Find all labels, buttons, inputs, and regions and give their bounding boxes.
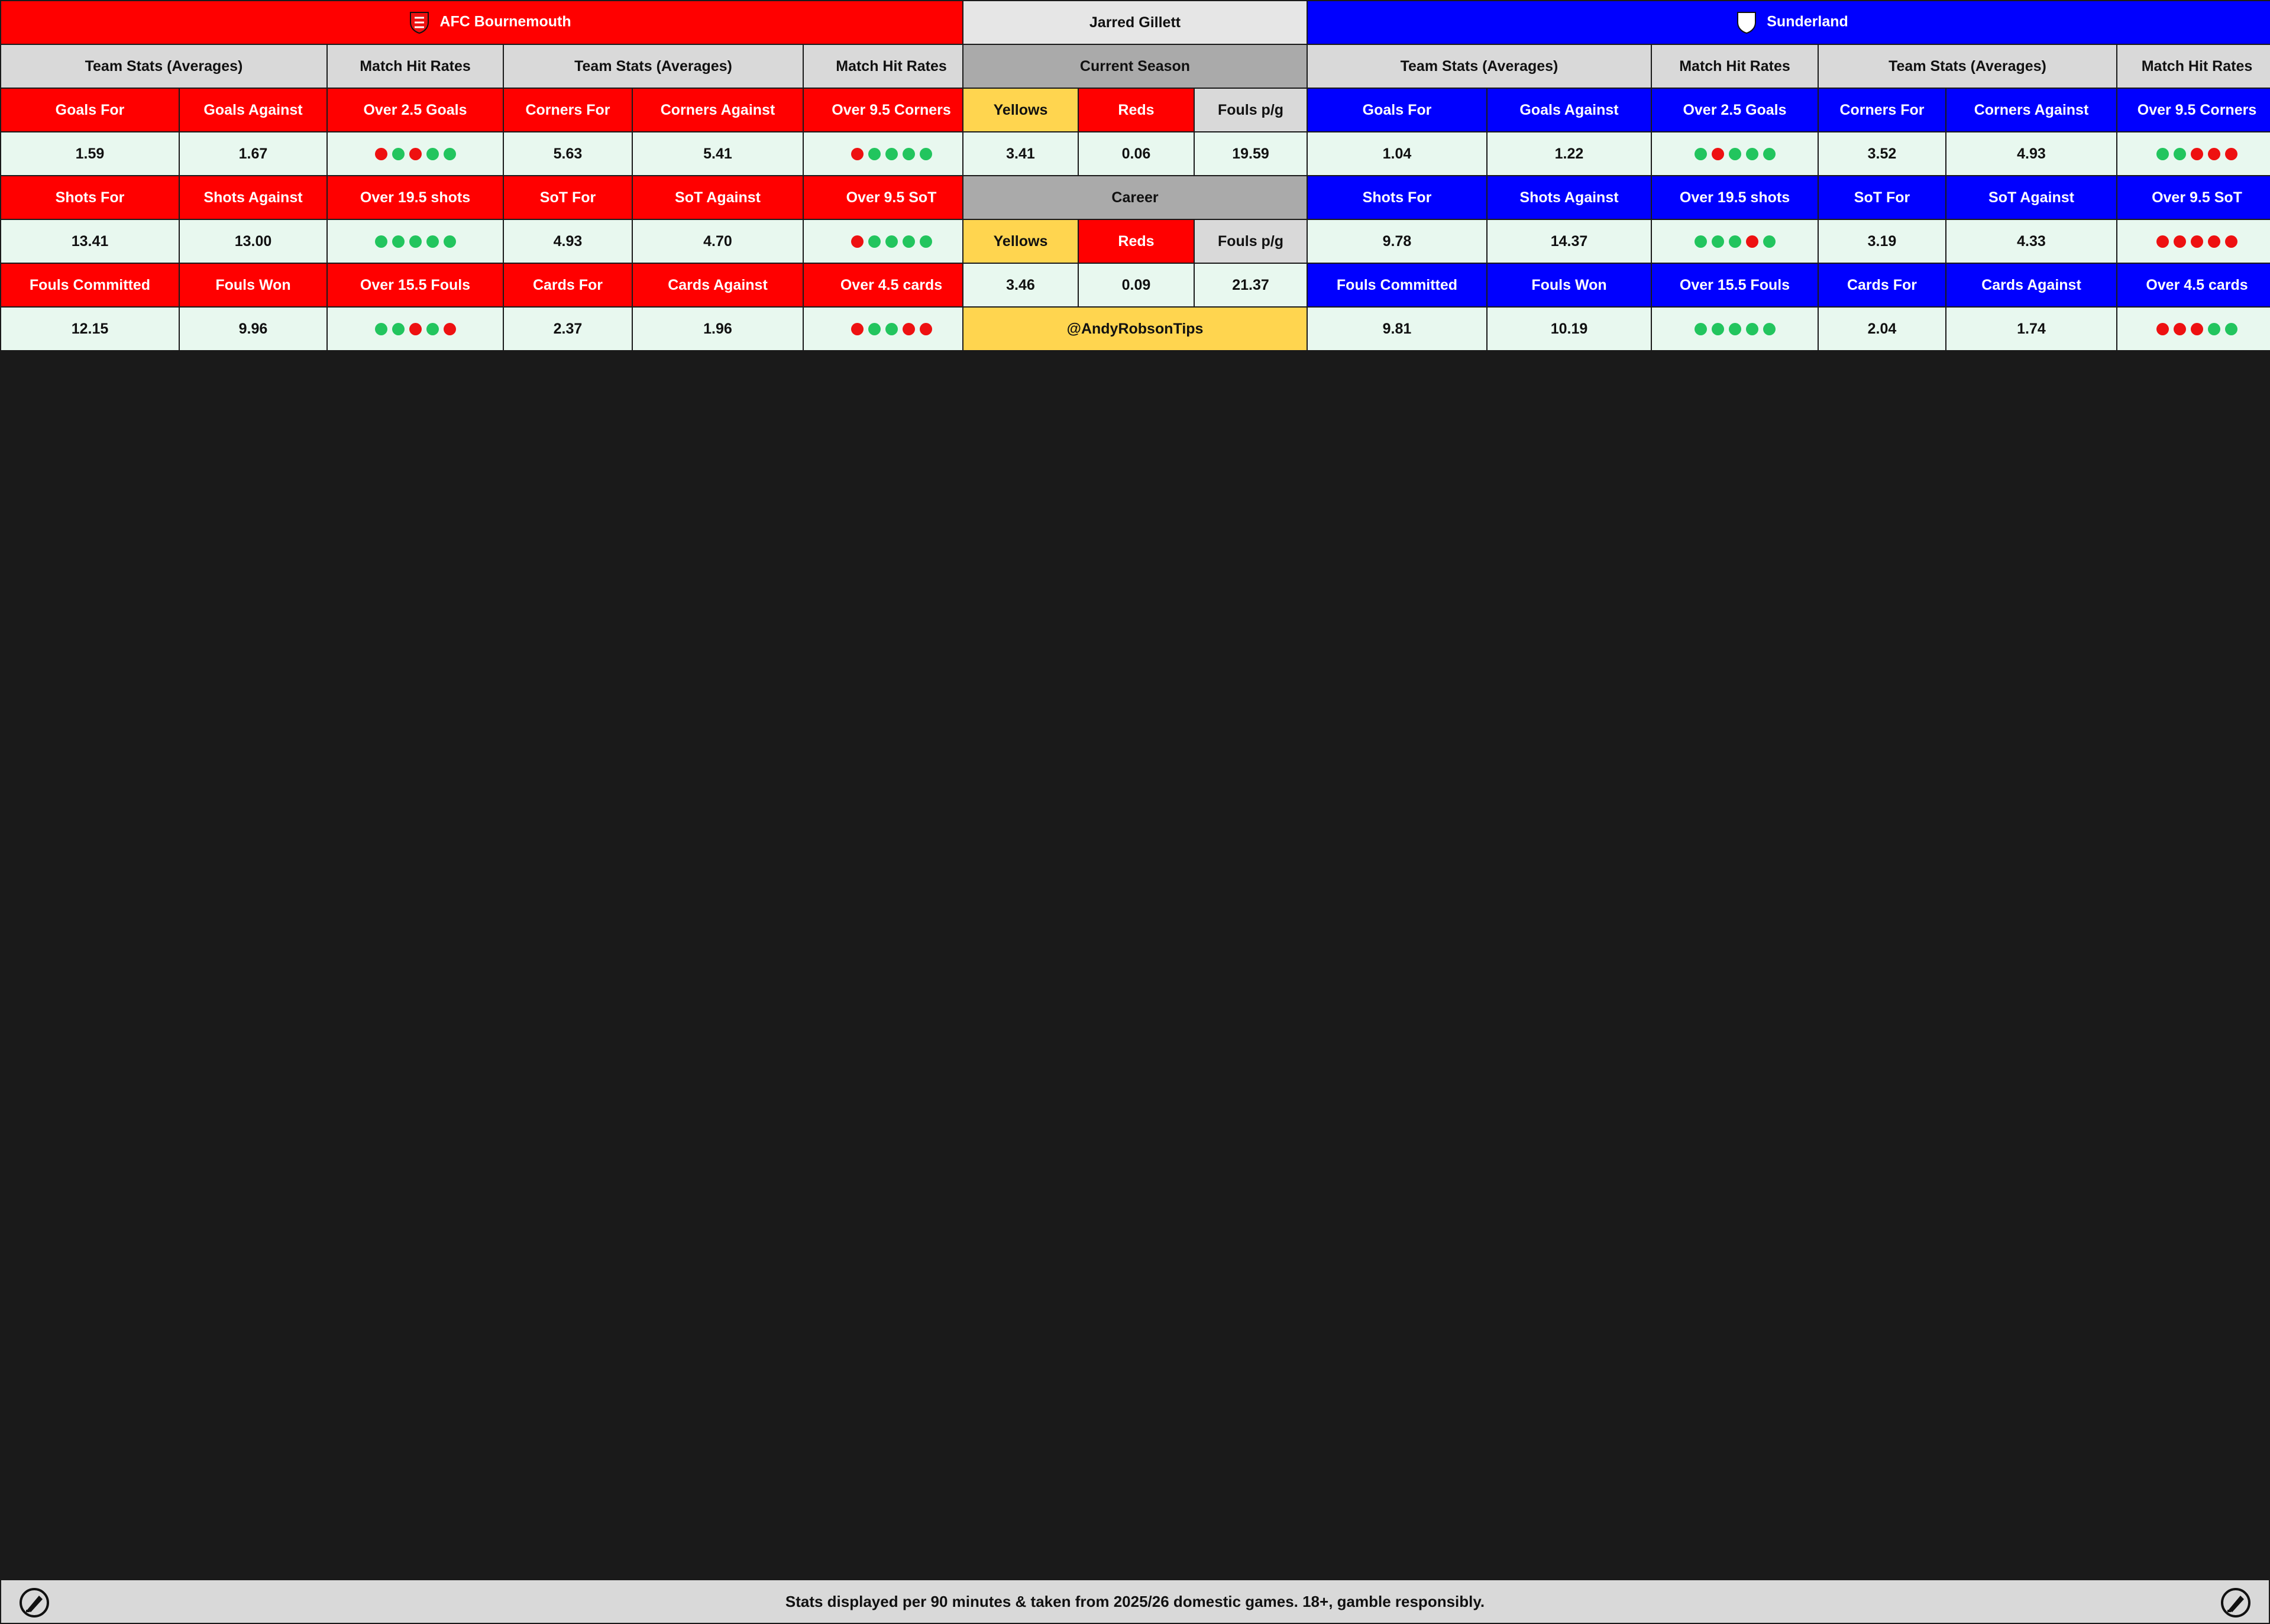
- stat-label: Cards Against: [632, 263, 803, 307]
- hit-rate-dots: [373, 145, 458, 162]
- stat-label: Over 15.5 Fouls: [1651, 263, 1818, 307]
- hit-rate-dots: [2154, 233, 2240, 250]
- hit-dot-green: [444, 235, 456, 248]
- hit-dot-green: [1729, 235, 1741, 248]
- hit-dot-red: [2208, 235, 2220, 248]
- hit-dot-green: [885, 148, 898, 160]
- stat-label: SoT For: [1818, 176, 1946, 219]
- stat-label: Cards Against: [1946, 263, 2117, 307]
- stat-label: Over 9.5 Corners: [803, 88, 979, 132]
- yellows-label: Yellows: [963, 219, 1078, 263]
- fouls-per-game-label: Fouls p/g: [1194, 88, 1307, 132]
- home-crest-icon: [409, 11, 430, 34]
- hit-dot-green: [2174, 148, 2186, 160]
- hit-dot-green: [1695, 323, 1707, 335]
- stat-label: Cards For: [503, 263, 632, 307]
- hit-dot-red: [2174, 323, 2186, 335]
- season-yellows: 3.41: [963, 132, 1078, 176]
- match-hit-rates-header: Match Hit Rates: [327, 44, 503, 88]
- match-hit-rate: [1651, 219, 1818, 263]
- match-hit-rate: [803, 219, 979, 263]
- reds-label: Reds: [1078, 88, 1194, 132]
- stats-block: [0, 0, 980, 351]
- team-stats-header: Team Stats (Averages): [1, 44, 327, 88]
- stat-value: 1.04: [1307, 132, 1487, 176]
- hit-dot-green: [868, 235, 881, 248]
- stat-label: Corners Against: [1946, 88, 2117, 132]
- hit-dot-red: [2225, 148, 2237, 160]
- hit-dot-green: [392, 148, 405, 160]
- hit-dot-green: [2225, 323, 2237, 335]
- hit-dot-red: [851, 148, 864, 160]
- stat-label: Fouls Won: [179, 263, 327, 307]
- hit-dot-green: [1746, 148, 1758, 160]
- pen-logo-icon: [2220, 1587, 2251, 1618]
- hit-dot-green: [392, 323, 405, 335]
- hit-dot-green: [920, 235, 932, 248]
- hit-dot-green: [868, 148, 881, 160]
- stat-value: 10.19: [1487, 307, 1651, 351]
- hit-dot-red: [375, 148, 387, 160]
- hit-dot-red: [2156, 235, 2169, 248]
- career-yellows: 3.46: [963, 263, 1078, 307]
- fouls-per-game-label: Fouls p/g: [1194, 219, 1307, 263]
- hit-dot-green: [375, 235, 387, 248]
- match-hit-rate: [803, 132, 979, 176]
- hit-rate-dots: [849, 233, 934, 250]
- hit-dot-green: [1729, 323, 1741, 335]
- stat-label: Shots For: [1, 176, 179, 219]
- match-hit-rate: [2117, 219, 2270, 263]
- reds-label: Reds: [1078, 219, 1194, 263]
- stats-block: [1307, 0, 2270, 351]
- stat-label: Fouls Committed: [1, 263, 179, 307]
- hit-dot-red: [920, 323, 932, 335]
- stat-label: Corners For: [503, 88, 632, 132]
- hit-dot-green: [426, 148, 439, 160]
- stat-label: Corners For: [1818, 88, 1946, 132]
- footer: [0, 1579, 2270, 1624]
- hit-rate-dots: [849, 145, 934, 162]
- hit-dot-green: [885, 323, 898, 335]
- stat-value: 3.52: [1818, 132, 1946, 176]
- stat-label: Over 9.5 SoT: [803, 176, 979, 219]
- match-hit-rate: [1651, 132, 1818, 176]
- stat-label: Over 9.5 Corners: [2117, 88, 2270, 132]
- stat-label: Over 19.5 shots: [1651, 176, 1818, 219]
- hit-rate-dots: [1692, 145, 1778, 162]
- match-hit-rate: [327, 307, 503, 351]
- away-team-name: [1307, 1, 2270, 44]
- hit-dot-red: [444, 323, 456, 335]
- hit-dot-red: [1712, 148, 1724, 160]
- home-team-label: AFC Bournemouth: [439, 13, 571, 30]
- stat-value: 4.33: [1946, 219, 2117, 263]
- stat-label: Over 4.5 cards: [803, 263, 979, 307]
- hit-dot-red: [2191, 148, 2203, 160]
- hit-dot-green: [2208, 323, 2220, 335]
- team-stats-header: Team Stats (Averages): [1818, 44, 2117, 88]
- season-fouls: 19.59: [1194, 132, 1307, 176]
- stat-label: Fouls Won: [1487, 263, 1651, 307]
- stat-value: 1.96: [632, 307, 803, 351]
- team-stats-header: Team Stats (Averages): [503, 44, 803, 88]
- stat-label: SoT Against: [1946, 176, 2117, 219]
- hit-dot-green: [409, 235, 422, 248]
- hit-dot-green: [444, 148, 456, 160]
- career-header: Career: [963, 176, 1307, 219]
- hit-dot-green: [1763, 235, 1776, 248]
- hit-dot-green: [426, 235, 439, 248]
- stat-value: 5.63: [503, 132, 632, 176]
- stat-label: Shots For: [1307, 176, 1487, 219]
- referee-name: Jarred Gillett: [963, 1, 1307, 44]
- match-hit-rates-header: Match Hit Rates: [803, 44, 979, 88]
- hit-dot-green: [426, 323, 439, 335]
- hit-dot-green: [903, 235, 915, 248]
- stat-label: Over 2.5 Goals: [1651, 88, 1818, 132]
- stat-value: 13.00: [179, 219, 327, 263]
- stat-label: Over 9.5 SoT: [2117, 176, 2270, 219]
- hit-dot-red: [2191, 323, 2203, 335]
- stats-block: [962, 0, 1308, 351]
- stat-value: 12.15: [1, 307, 179, 351]
- hit-dot-red: [2225, 235, 2237, 248]
- hit-dot-green: [1763, 148, 1776, 160]
- stat-value: 14.37: [1487, 219, 1651, 263]
- hit-dot-green: [868, 323, 881, 335]
- hit-dot-green: [375, 323, 387, 335]
- stat-value: 9.81: [1307, 307, 1487, 351]
- hit-dot-red: [2208, 148, 2220, 160]
- stat-value: 1.22: [1487, 132, 1651, 176]
- stat-label: SoT Against: [632, 176, 803, 219]
- hit-dot-red: [409, 148, 422, 160]
- career-reds: 0.09: [1078, 263, 1194, 307]
- hit-rate-dots: [1692, 233, 1778, 250]
- stat-label: Goals For: [1307, 88, 1487, 132]
- stat-label: Over 15.5 Fouls: [327, 263, 503, 307]
- yellows-label: Yellows: [963, 88, 1078, 132]
- stat-value: 2.37: [503, 307, 632, 351]
- stat-value: 4.70: [632, 219, 803, 263]
- stat-value: 9.78: [1307, 219, 1487, 263]
- stat-value: 13.41: [1, 219, 179, 263]
- footer-text: Stats displayed per 90 minutes & taken from 2025/26 domestic games. 18+, gamble responsibly.: [785, 1593, 1485, 1610]
- home-team-name: [1, 1, 979, 44]
- hit-dot-red: [903, 323, 915, 335]
- stat-label: Corners Against: [632, 88, 803, 132]
- hit-dot-green: [1763, 323, 1776, 335]
- stat-label: Goals Against: [179, 88, 327, 132]
- stat-value: 4.93: [1946, 132, 2117, 176]
- hit-rate-dots: [373, 233, 458, 250]
- stat-label: Shots Against: [179, 176, 327, 219]
- match-hit-rates-header: Match Hit Rates: [1651, 44, 1818, 88]
- stat-label: Over 4.5 cards: [2117, 263, 2270, 307]
- hit-rate-dots: [2154, 321, 2240, 337]
- hit-dot-green: [1712, 323, 1724, 335]
- stat-label: Shots Against: [1487, 176, 1651, 219]
- stat-label: Cards For: [1818, 263, 1946, 307]
- hit-dot-red: [2191, 235, 2203, 248]
- away-crest-icon: [1736, 11, 1757, 34]
- stat-value: 1.67: [179, 132, 327, 176]
- stat-label: Goals For: [1, 88, 179, 132]
- stat-label: Fouls Committed: [1307, 263, 1487, 307]
- match-hit-rate: [1651, 307, 1818, 351]
- hit-dot-red: [851, 323, 864, 335]
- stat-value: 2.04: [1818, 307, 1946, 351]
- hit-dot-red: [2156, 323, 2169, 335]
- stat-value: 1.59: [1, 132, 179, 176]
- match-hit-rate: [2117, 132, 2270, 176]
- hit-rate-dots: [849, 321, 934, 337]
- stat-label: SoT For: [503, 176, 632, 219]
- hit-rate-dots: [2154, 145, 2240, 162]
- hit-rate-dots: [1692, 321, 1778, 337]
- stat-value: 9.96: [179, 307, 327, 351]
- away-team-label: Sunderland: [1767, 13, 1848, 30]
- hit-dot-red: [851, 235, 864, 248]
- match-hit-rate: [2117, 307, 2270, 351]
- hit-dot-red: [2174, 235, 2186, 248]
- stat-label: Over 2.5 Goals: [327, 88, 503, 132]
- hit-dot-green: [1746, 323, 1758, 335]
- hit-rate-dots: [373, 321, 458, 337]
- stat-label: Goals Against: [1487, 88, 1651, 132]
- stat-value: 5.41: [632, 132, 803, 176]
- match-hit-rates-header: Match Hit Rates: [2117, 44, 2270, 88]
- hit-dot-green: [903, 148, 915, 160]
- hit-dot-green: [1729, 148, 1741, 160]
- match-hit-rate: [327, 132, 503, 176]
- social-handle: @AndyRobsonTips: [963, 307, 1307, 351]
- hit-dot-green: [2156, 148, 2169, 160]
- stat-value: 4.93: [503, 219, 632, 263]
- team-stats-header: Team Stats (Averages): [1307, 44, 1651, 88]
- season-reds: 0.06: [1078, 132, 1194, 176]
- career-fouls: 21.37: [1194, 263, 1307, 307]
- hit-dot-green: [885, 235, 898, 248]
- stat-value: 3.19: [1818, 219, 1946, 263]
- stat-label: Over 19.5 shots: [327, 176, 503, 219]
- hit-dot-green: [1695, 235, 1707, 248]
- hit-dot-red: [409, 323, 422, 335]
- pen-logo-icon: [19, 1587, 50, 1618]
- hit-dot-green: [392, 235, 405, 248]
- hit-dot-green: [920, 148, 932, 160]
- current-season-header: Current Season: [963, 44, 1307, 88]
- stat-value: 1.74: [1946, 307, 2117, 351]
- hit-dot-red: [1746, 235, 1758, 248]
- match-hit-rate: [327, 219, 503, 263]
- hit-dot-green: [1695, 148, 1707, 160]
- match-hit-rate: [803, 307, 979, 351]
- hit-dot-green: [1712, 235, 1724, 248]
